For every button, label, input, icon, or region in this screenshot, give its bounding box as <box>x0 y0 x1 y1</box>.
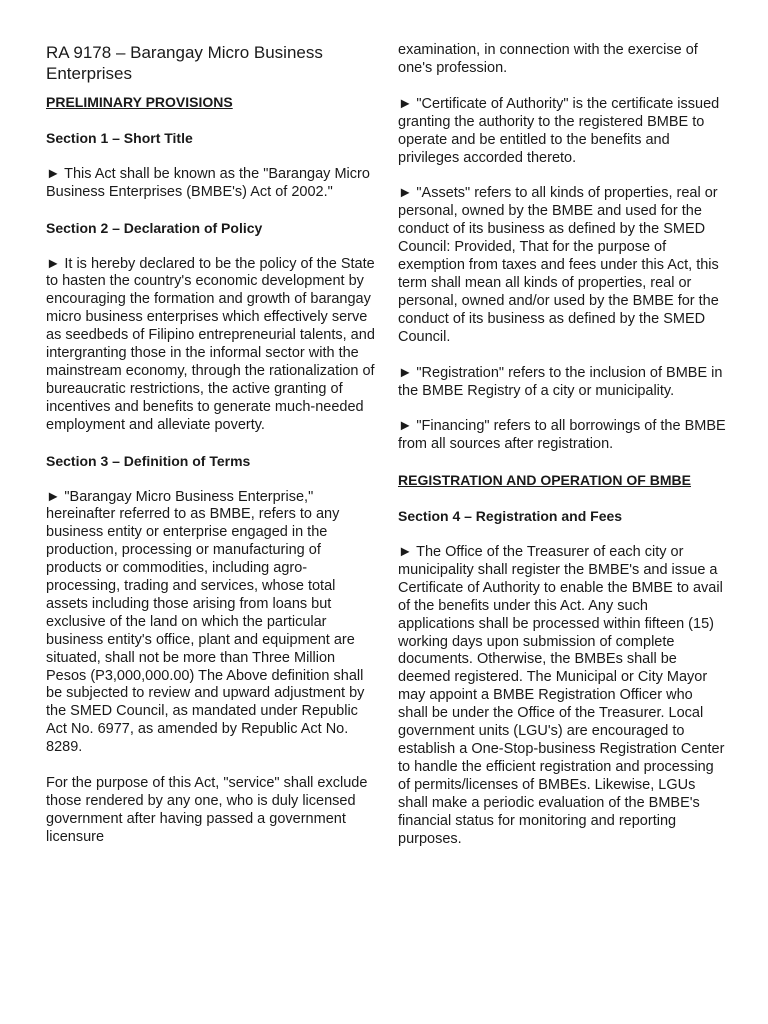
left-column <box>46 42 378 865</box>
certificate-of-authority-paragraph: ► "Certificate of Authority" is the certificate issued granting the authority to the registered BMBE to operate and be entitled to the benefits and privileges accorded thereto. <box>398 95 720 166</box>
financing-paragraph: ► "Financing" refers to all borrowings of the BMBE from all sources after registration. <box>398 418 726 453</box>
section-1-paragraph: ► This Act shall be known as the "Barangay Micro Business Enterprises (BMBE's) Act of 2002." <box>46 165 370 200</box>
section-2-paragraph: ► It is hereby declared to be the policy of the State to hasten the country's economic development by encouraging the formation and growth of barangay micro business enterprises which effectively serve as seedbeds of Filipino entrepreneurial talents, and intergranting those in the informal sector with the mainstream economy, through the rationalization of bureaucratic restrictions, the active granting of incentives and benefits to generate much-needed employment and alleviate poverty. <box>46 255 375 433</box>
heading-registration-operation: REGISTRATION AND OPERATION OF BMBE <box>398 472 691 489</box>
section-4-title: Section 4 – Registration and Fees <box>398 508 623 525</box>
registration-paragraph: ► "Registration" refers to the inclusion of BMBE in the BMBE Registry of a city or municipality. <box>398 364 723 399</box>
assets-paragraph: ► "Assets" refers to all kinds of properties, real or personal, owned by the BMBE and used for the conduct of its business as defined by the SMED Council: Provided, That for the purpose of exemption from taxes and fees under this Act, this term shall mean all kinds of properties, real or personal, owned and/or used by the BMBE for the conduct of its business as defined by the SMED Council. <box>398 185 719 345</box>
right-column <box>398 42 726 866</box>
section-3-paragraph-1: ► "Barangay Micro Business Enterprise," hereinafter referred to as BMBE, refers to any business entity or enterprise engaged in the production, processing or manufacturing of products or commodities, including agro-processing, trading and services, whose total assets including those arising from loans but exclusive of the land on which the particular business entity's office, plant and equipment are situated, shall not be more than Three Million Pesos (P3,000,000.00) The Above definition shall be subjected to review and upward adjustment by the SMED Council, as mandated under Republic Act No. 6977, as amended by Republic Act No. 8289. <box>46 488 365 756</box>
section-2-title: Section 2 – Declaration of Policy <box>46 219 263 236</box>
section-3-paragraph-2: For the purpose of this Act, "service" shall exclude those rendered by any one, who is duly licensed government after having passed a government licensure <box>46 775 368 845</box>
continuation-paragraph: examination, in connection with the exercise of one's profession. <box>398 42 698 76</box>
section-1-title: Section 1 – Short Title <box>46 129 193 146</box>
section-3-title: Section 3 – Definition of Terms <box>46 452 251 469</box>
document-title: RA 9178 – Barangay Micro Business Enterprises <box>46 43 323 83</box>
section-4-paragraph: ► The Office of the Treasurer of each city or municipality shall register the BMBE's and issue a Certificate of Authority to enable the BMBE to avail of the benefits under this Act. Any such applications shall be processed within fifteen (15) working days upon submission of complete documents. Otherwise, the BMBEs shall be deemed registered. The Municipal or City Mayor may appoint a BMBE Registration Officer who shall be under the Office of the Treasurer. Local government units (LGU's) are encouraged to establish a One-Stop-business Registration Center to handle the efficient registration and processing of permits/licenses of BMBEs. Likewise, LGUs shall make a periodic evaluation of the BMBE's financial status for monitoring and reporting purposes. <box>398 544 725 847</box>
heading-preliminary-provisions: PRELIMINARY PROVISIONS <box>46 94 233 110</box>
